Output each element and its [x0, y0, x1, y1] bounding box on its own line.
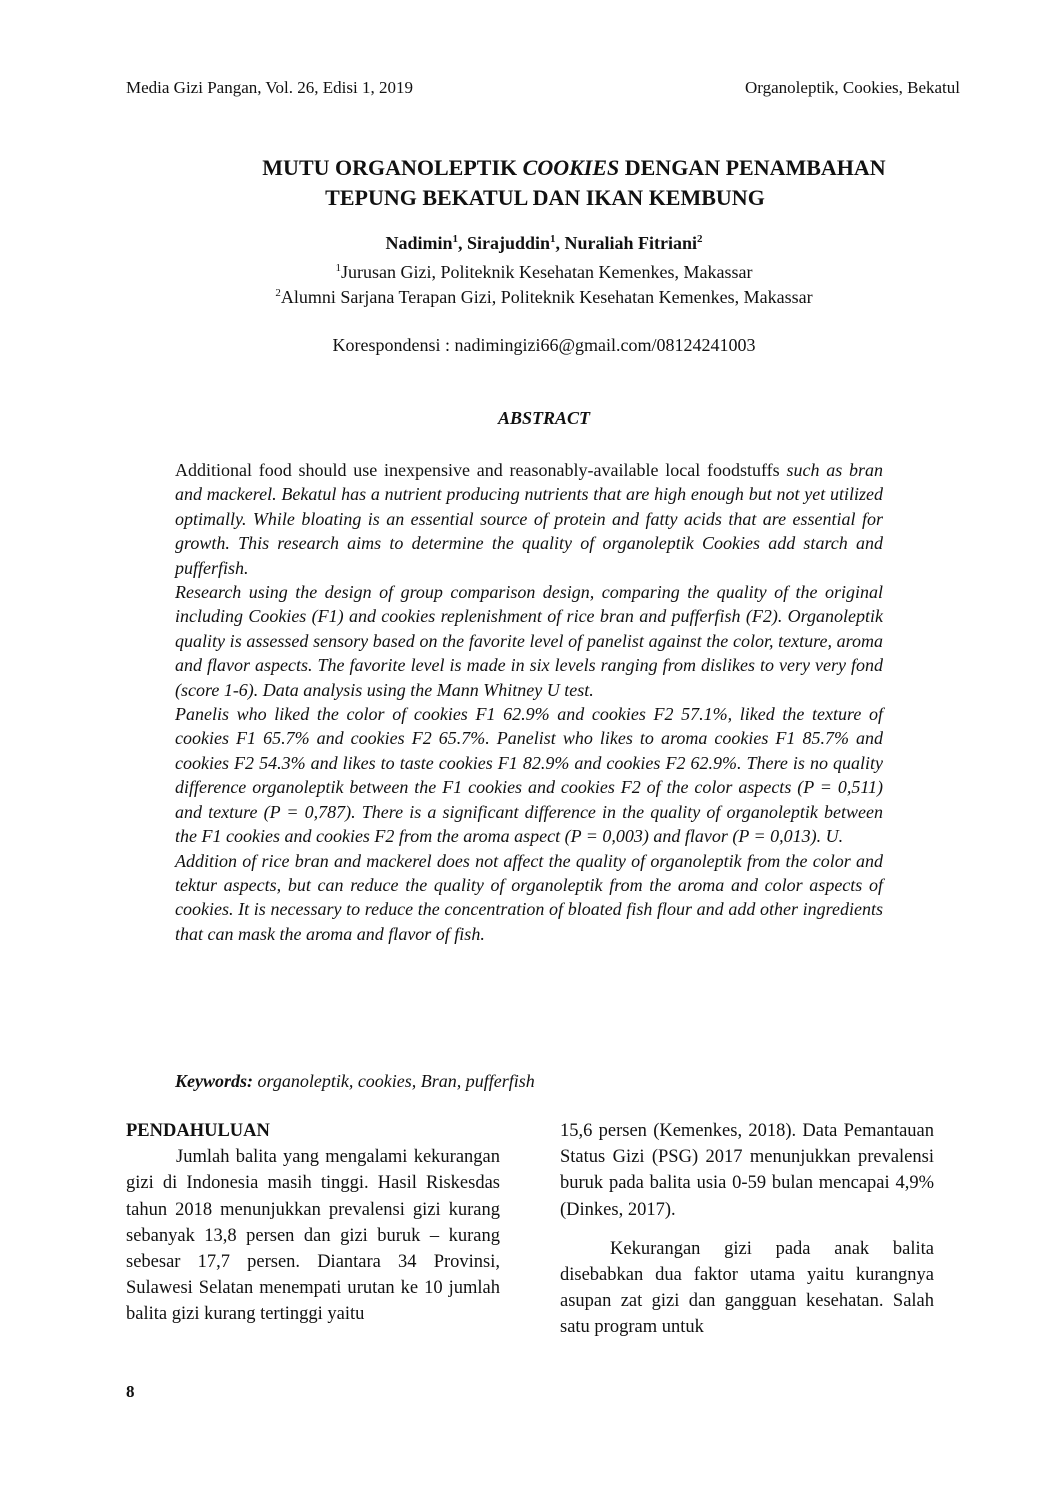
- author-affil-mark: 2: [697, 233, 703, 245]
- correspondence: Korespondensi : nadimingizi66@gmail.com/08124241003: [332, 335, 756, 355]
- keywords-label: Keywords:: [175, 1071, 253, 1091]
- journal-header: Media Gizi Pangan, Vol. 26, Edisi 1, 2019: [126, 78, 413, 97]
- paper-title-line-2: TEPUNG BEKATUL DAN IKAN KEMBUNG: [325, 185, 765, 210]
- author-name: Nadimin: [385, 233, 453, 253]
- abstract-heading: ABSTRACT: [497, 408, 591, 428]
- section-heading: PENDAHULUAN: [126, 1121, 270, 1141]
- affil-mark: 1: [335, 262, 342, 274]
- abstract-body: [175, 458, 883, 946]
- affil-mark: 2: [275, 287, 281, 299]
- body-column-right: [560, 1118, 934, 1341]
- title-part: MUTU ORGANOLEPTIK: [262, 155, 523, 180]
- keywords: [175, 1071, 535, 1092]
- abstract-lead: Additional food should use inexpensive and reasonably-available local foodstuffs: [175, 460, 780, 480]
- keywords-value: organoleptik, cookies, Bran, pufferfish: [253, 1071, 535, 1091]
- abstract-text: such as bran and mackerel. Bekatul has a nutrient producing nutrients that are high enough but not yet utilized optimally. While bloating is an essential source of protein and fatty acids that are essential for growth. This research aims to determine the quality of organoleptik Cookies add starch and pufferfish.: [175, 460, 883, 578]
- affiliation-2: [0, 287, 1058, 308]
- author-affil-mark: 1: [550, 233, 556, 245]
- paper-title-line-1: [0, 153, 1058, 183]
- abstract-paragraph: Addition of rice bran and mackerel does not affect the quality of organoleptik from the color and tektur aspects, but can reduce the quality of organoleptik from the aroma and color aspects of cookies. It is necessary to reduce the concentration of bloated fish flour and add other ingredients that can mask the aroma and flavor of fish.: [175, 850, 883, 944]
- affiliation-1: [0, 262, 1058, 283]
- body-paragraph: 15,6 persen (Kemenkes, 2018). Data Pemantauan Status Gizi (PSG) 2017 menunjukkan prevalensi buruk pada balita usia 0-59 bulan mencapai 4,9% (Dinkes, 2017).: [560, 1121, 934, 1220]
- author-list: [0, 233, 1058, 254]
- body-paragraph: Kekurangan gizi pada anak balita disebabkan dua faktor utama yaitu kurangnya asupan zat gizi dan gangguan kesehatan. Salah satu program untuk: [560, 1238, 934, 1338]
- body-column-left: [126, 1118, 500, 1328]
- abstract-paragraph: Panelis who liked the color of cookies F1 62.9% and cookies F2 57.1%, liked the texture of cookies F1 65.7% and cookies F2 65.7%. Panelist who likes to aroma cookies F1 85.7% and cookies F2 54.3% and likes to taste cookies F1 82.9% and cookies F2 62.9%. There is no quality difference organoleptik between the F1 cookies and cookies F2 of the color aspects (P = 0,511) and texture (P = 0,787). There is a significant difference in the quality of organoleptik between the F1 cookies and cookies F2 from the aroma aspect (P = 0,003) and flavor (P = 0,013). U.: [175, 704, 883, 847]
- title-part: DENGAN PENAMBAHAN: [619, 155, 886, 180]
- title-italic-part: COOKIES: [522, 155, 620, 180]
- affiliation-text: Jurusan Gizi, Politeknik Kesehatan Kemenkes, Makassar: [341, 262, 753, 282]
- page-number: 8: [126, 1382, 135, 1401]
- affiliation-text: Alumni Sarjana Terapan Gizi, Politeknik Kesehatan Kemenkes, Makassar: [280, 287, 813, 307]
- abstract-paragraph: Research using the design of group comparison design, comparing the quality of the original including Cookies (F1) and cookies replenishment of rice bran and pufferfish (F2). Organoleptik quality is assessed sensory based on the favorite level of panelist against the color, texture, aroma and flavor aspects. The favorite level is made in six levels ranging from dislikes to very very fond (score 1-6). Data analysis using the Mann Whitney U test.: [175, 582, 883, 700]
- body-paragraph: Jumlah balita yang mengalami kekurangan gizi di Indonesia masih tinggi. Hasil Riskesdas tahun 2018 menunjukkan prevalensi gizi kurang sebanyak 13,8 persen dan gizi buruk – kurang sebesar 17,7 persen. Diantara 34 Provinsi, Sulawesi Selatan menempati urutan ke 10 jumlah balita gizi kurang tertinggi yaitu: [126, 1147, 500, 1325]
- author-affil-mark: 1: [452, 233, 458, 245]
- author-name: , Nuraliah Fitriani: [555, 233, 698, 253]
- running-title: Organoleptik, Cookies, Bekatul: [745, 78, 960, 97]
- abstract-paragraph: [175, 458, 883, 580]
- author-name: , Sirajuddin: [457, 233, 551, 253]
